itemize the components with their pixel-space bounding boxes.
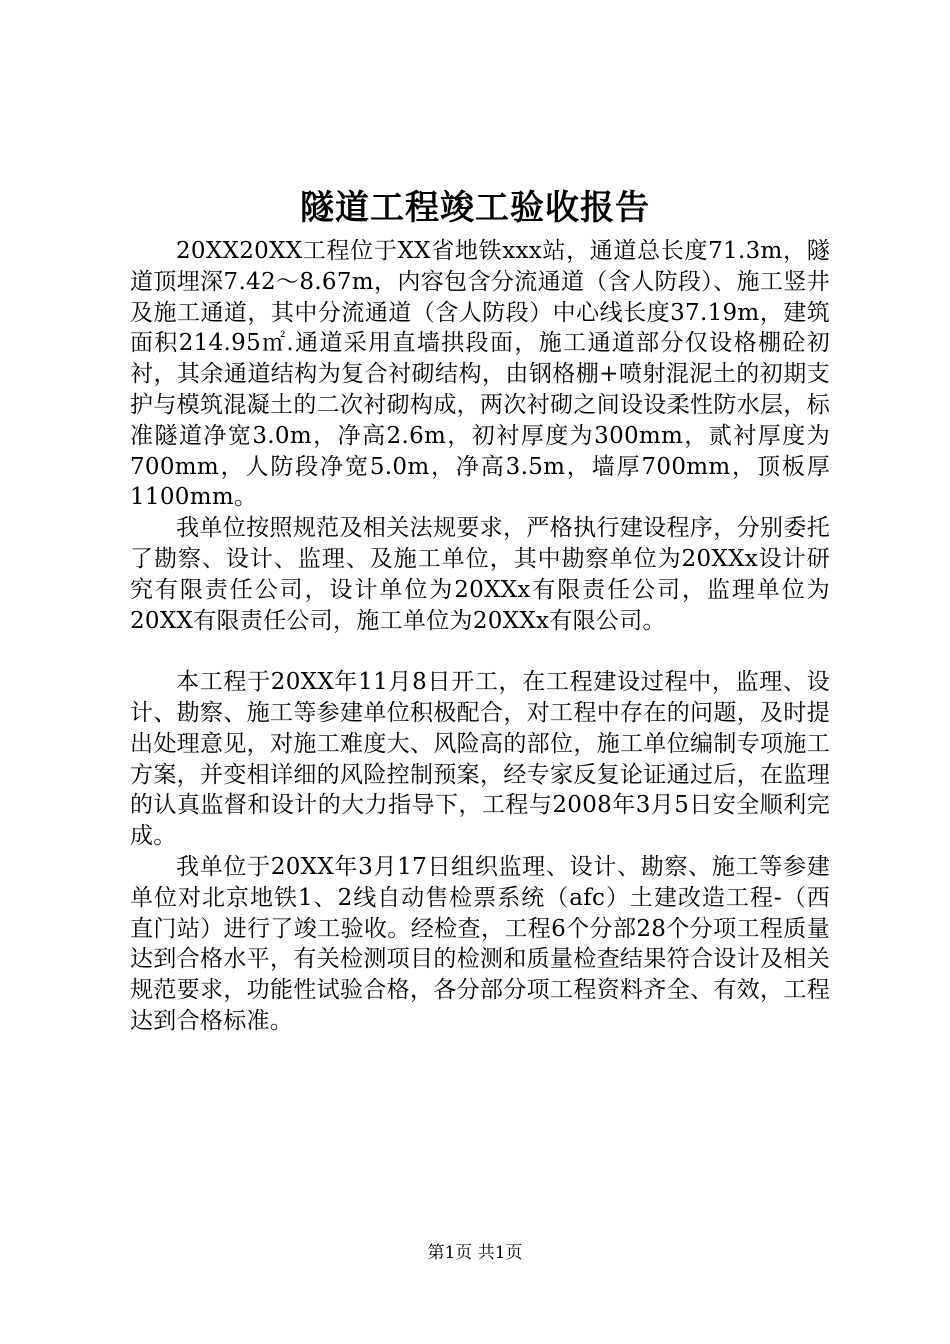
paragraph-project-overview: 20XX20XX工程位于XX省地铁xxx站，通道总长度71.3m，隧道顶埋深7.42～8.67m，内容包含分流通道（含人防段）、施工竖井及施工通道，其中分流通道（含人防段）中心线长度37.19m，建筑面积214.95㎡.通道采用直墙拱段面，施工通道部分仅设格棚砼初衬，其余通道结构为复合衬砌结构，由钢格棚+喷射混泥土的初期支护与模筑混凝土的二次衬砌构成，两次衬砌之间设设柔性防水层，标准隧道净宽3.0m，净高2.6m，初衬厚度为300mm，贰衬厚度为700mm，人防段净宽5.0m，净高3.5m，墙厚700mm，顶板厚1100mm。 xyxy=(130,238,830,511)
paragraph-construction-process: 本工程于20XX年11月8日开工，在工程建设过程中，监理、设计、勘察、施工等参建单位积极配合，对工程中存在的问题，及时提出处理意见，对施工难度大、风险高的部位，施工单位编制专项施工方案，并变相详细的风险控制预案，经专家反复论证通过后，在监理的认真监督和设计的大力指导下，工程与2008年3月5日安全顺利完成。 xyxy=(130,669,830,850)
page-number-footer: 第1页 共1页 xyxy=(427,1243,523,1263)
paragraph-construction-units: 我单位按照规范及相关法规要求，严格执行建设程序，分别委托了勘察、设计、监理、及施工单位，其中勘察单位为20XXx设计研究有限责任公司，设计单位为20XXx有限责任公司，监理单位为20XX有限责任公司，施工单位为20XXx有限公司。 xyxy=(130,515,830,634)
document-body xyxy=(130,236,830,1037)
document-title: 隧道工程竣工验收报告 xyxy=(300,188,650,228)
paragraph-acceptance-result: 我单位于20XX年3月17日组织监理、设计、勘察、施工等参建单位对北京地铁1、2线自动售检票系统（afc）土建改造工程-（西直门站）进行了竣工验收。经检查，工程6个分部28个分项工程质量达到合格水平，有关检测项目的检测和质量检查结果符合设计及相关规范要求，功能性试验合格，各分部分项工程资料齐全、有效，工程达到合格标准。 xyxy=(130,853,830,1034)
